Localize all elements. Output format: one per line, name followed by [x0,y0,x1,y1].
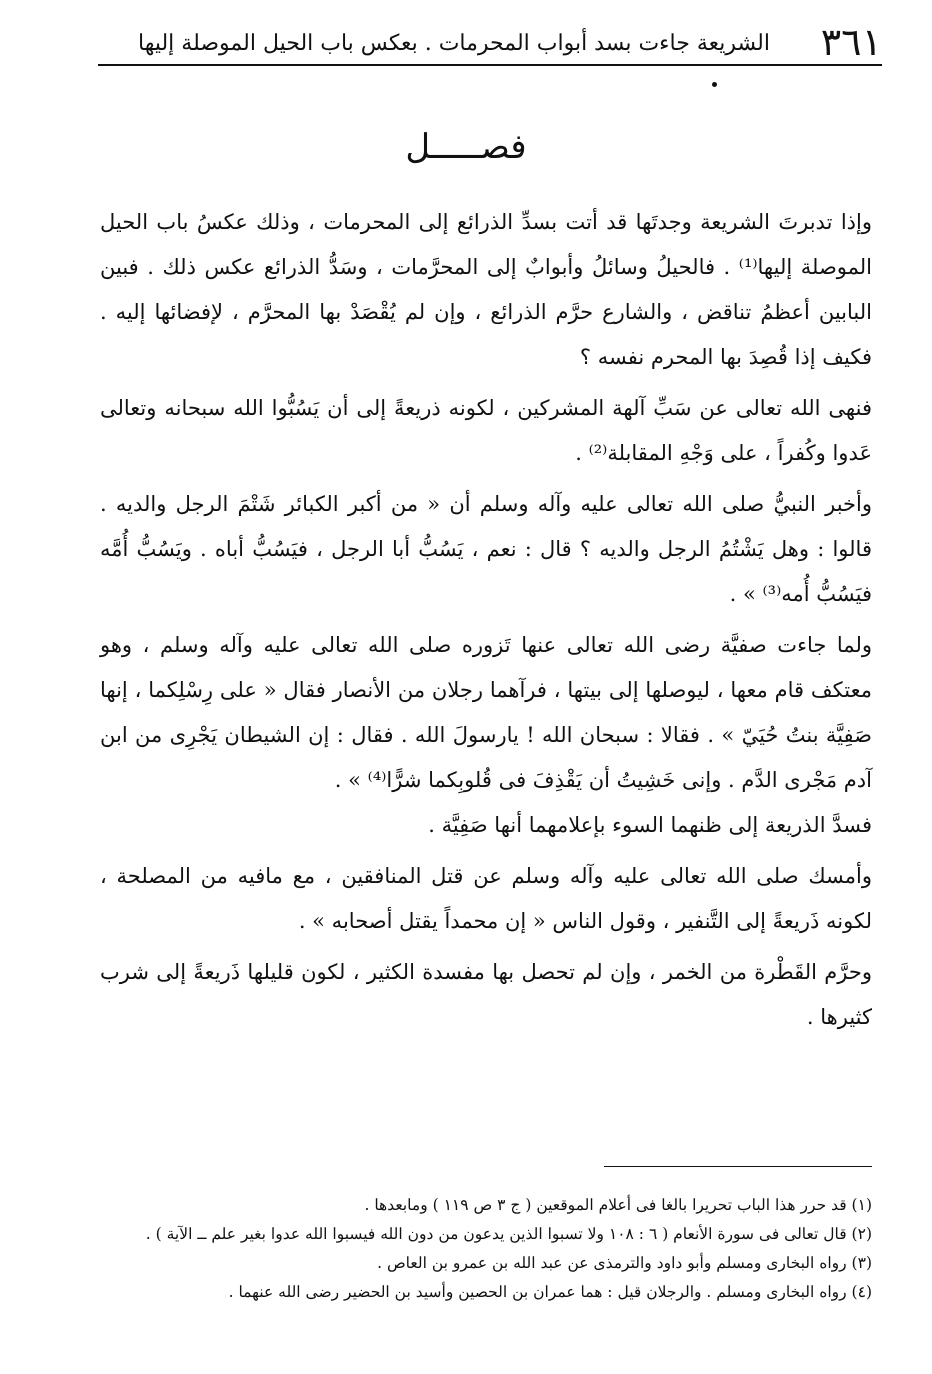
footnote: (٣) رواه البخارى ومسلم وأبو داود والترمذى عن عبد الله بن عمرو بن العاص . [377,1254,872,1272]
section-title: فصـــــل [405,127,527,167]
page-header [98,14,882,64]
footnote: (٢) قال تعالى فى سورة الأنعام ( ٦ : ١٠٨ ولا تسبوا الذين يدعون من دون الله فيسبوا الله عدوا بغير علم ــ الآية ) . [145,1225,872,1243]
paragraph: فنهى الله تعالى عن سَبِّ آلهة المشركين ، لكونه ذريعةً إلى أن يَسُبُّوا الله سبحانه وتعالى عَدوا وكُفراً ، على وَجْهِ المقابلة⁽²⁾ . [100,396,872,465]
paragraph: ولما جاءت صفيَّة رضى الله تعالى عنها تَزوره صلى الله تعالى عليه وآله وسلم ، وهو معتكف قام معها ، ليوصلها إلى بيتها ، فرآهما رجلان من الأنصار فقال « على رِسْلِكما ، إنها صَفِيَّة بنتُ حُيَيّ » . فقالا : سبحان الله ! يارسولَ الله . فقال : إن الشيطان يَجْرِى من ابن آدم مَجْرى الدَّم . وإنى خَشِيتُ أن يَقْذِفَ فى قُلوبِكما شرًّا⁽⁴⁾ » . [100,633,872,792]
footnotes [100,1191,872,1307]
footnote-rule [604,1166,872,1167]
paragraph: وأمسك صلى الله تعالى عليه وآله وسلم عن قتل المنافقين ، مع مافيه من المصلحة ، لكونه ذَريعةً إلى التَّنفير ، وقول الناس « إن محمداً يقتل أصحابه » . [100,864,872,933]
paragraph: وإذا تدبرتَ الشريعة وجدتَها قد أتت بسدِّ الذرائع إلى المحرمات ، وذلك عكسُ باب الحيل الموصلة إليها⁽¹⁾ . فالحيلُ وسائلُ وأبوابٌ إلى المحرَّمات ، وسَدُّ الذرائع عكس ذلك . فبين البابين أعظمُ تناقض ، والشارع حرَّم الذرائع ، وإن لم يُقْصَدْ بها المحرَّم ، لإفضائها إليه . فكيف إذا قُصِدَ بها المحرم نفسه ؟ [100,210,872,369]
footnote: (٤) رواه البخارى ومسلم . والرجلان قيل : هما عمران بن الحصين وأسيد بن الحضير رضى الله عنهما . [228,1283,872,1301]
footnote: (١) قد حرر هذا الباب تحريرا بالغا فى أعلام الموقعين ( ج ٣ ص ١١٩ ) ومابعدها . [364,1196,872,1214]
paragraph: فسدَّ الذريعة إلى ظنهما السوء بإعلامهما أنها صَفِيَّة . [428,813,872,837]
header-rule [98,64,882,66]
main-text [100,200,872,1040]
running-head: الشريعة جاءت بسد أبواب المحرمات . بعكس باب الحيل الموصلة إليها [138,31,770,56]
page-number: ٣٦١ [820,20,882,64]
paragraph: وحرَّم القَطْرة من الخمر ، وإن لم تحصل بها مفسدة الكثير ، لكون قليلها ذَريعةً إلى شرب كثيرها . [100,960,872,1029]
paragraph: وأخبر النبيُّ صلى الله تعالى عليه وآله وسلم أن « من أكبر الكبائر شَتْمَ الرجل والديه . قالوا : وهل يَشْتُمُ الرجل والديه ؟ قال : نعم ، يَسُبُّ أبا الرجل ، فيَسُبُّ أباه . ويَسُبُّ أُمَّه فيَسُبُّ أُمه⁽³⁾ » . [100,492,872,606]
ornament-dot [712,82,717,87]
